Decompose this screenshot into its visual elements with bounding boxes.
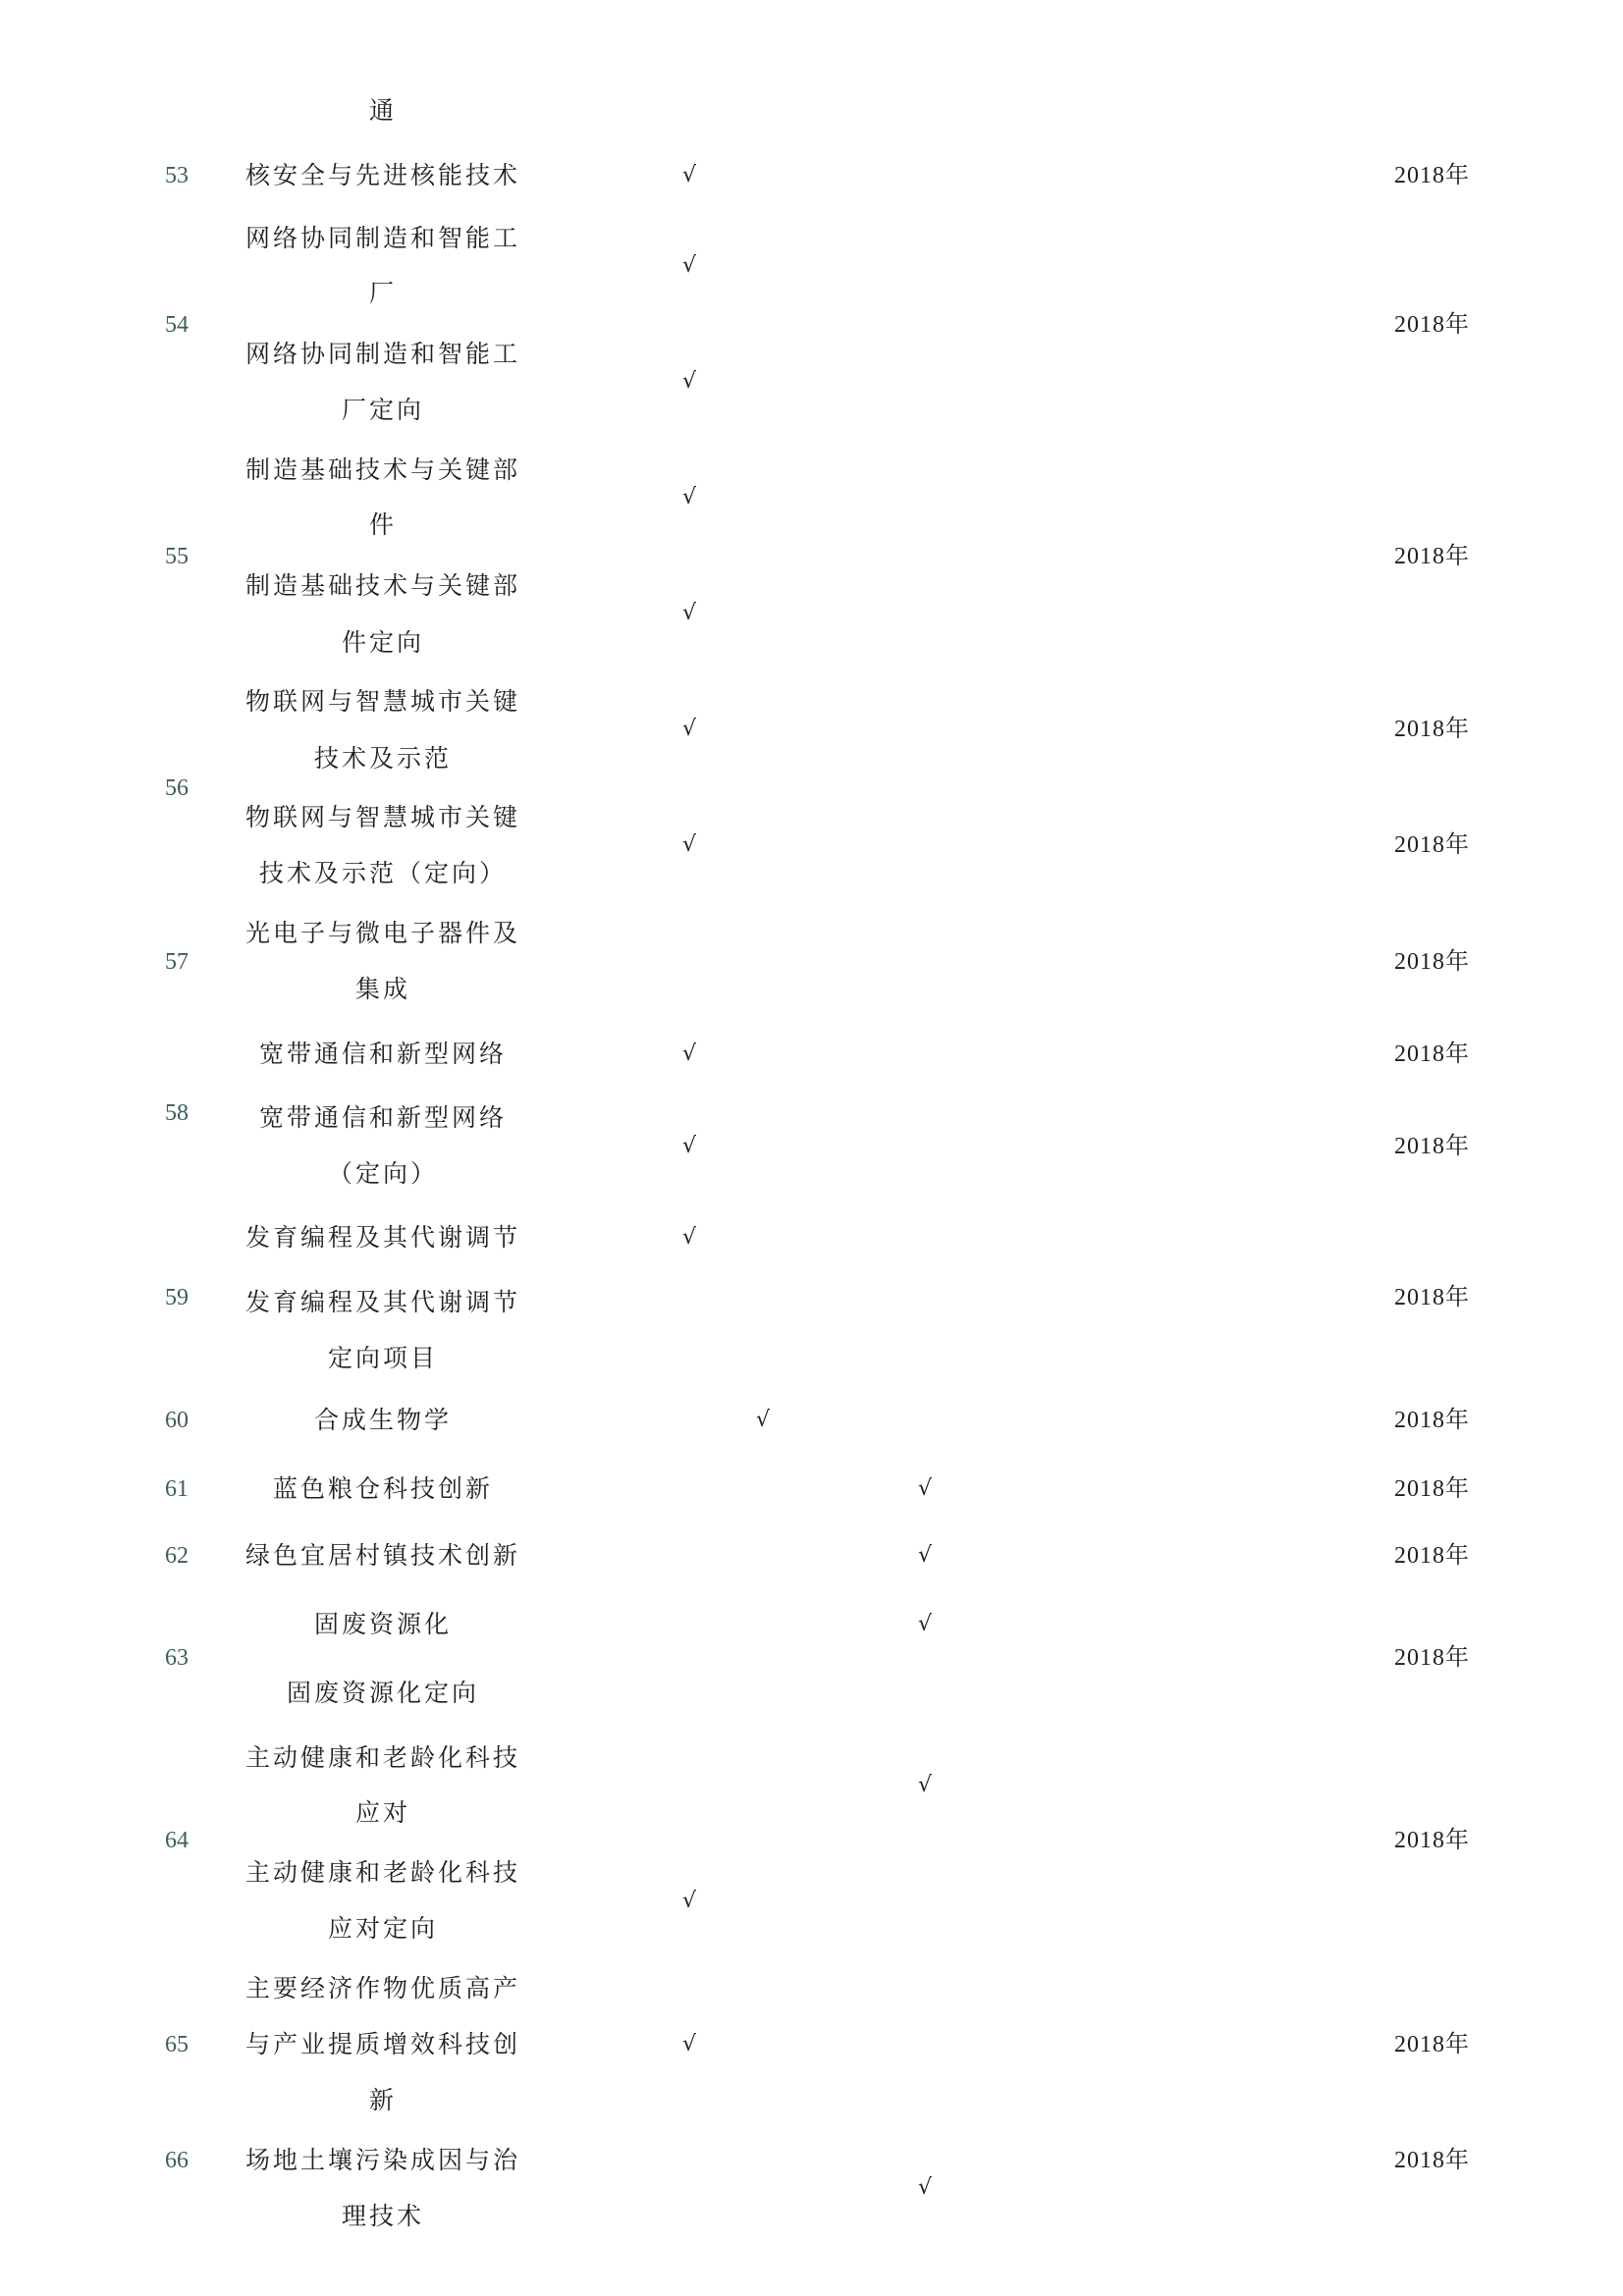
project-name: 固废资源化定向 xyxy=(286,1679,479,1707)
row-number: 54 xyxy=(165,312,189,338)
check-mark-icon: √ xyxy=(682,717,697,741)
project-name: 通 xyxy=(368,96,397,125)
row-number: 57 xyxy=(165,949,189,975)
check-mark-icon: √ xyxy=(918,2175,933,2200)
year-cell: 2018年 xyxy=(1394,2032,1470,2057)
year-cell: 2018年 xyxy=(1394,1543,1470,1569)
project-name: 物联网与智慧城市关键 xyxy=(244,803,520,831)
project-name: 集成 xyxy=(354,975,410,1003)
row-number: 62 xyxy=(165,1543,189,1569)
check-mark-icon: √ xyxy=(682,163,697,187)
check-mark-icon: √ xyxy=(682,832,697,857)
project-name: 技术及示范（定向） xyxy=(258,859,507,887)
project-name: 发育编程及其代谢调节 xyxy=(244,1288,520,1316)
project-name: 绿色宜居村镇技术创新 xyxy=(244,1541,520,1570)
project-name: 网络协同制造和智能工 xyxy=(244,224,520,252)
project-name: 应对定向 xyxy=(327,1914,438,1943)
row-number: 56 xyxy=(165,775,189,801)
year-cell: 2018年 xyxy=(1394,717,1470,742)
check-mark-icon: √ xyxy=(682,1889,697,1913)
year-cell: 2018年 xyxy=(1394,312,1470,338)
check-mark-icon: √ xyxy=(682,1041,697,1066)
project-name: 制造基础技术与关键部 xyxy=(244,455,520,484)
check-mark-icon: √ xyxy=(682,369,697,394)
row-number: 58 xyxy=(165,1100,189,1126)
project-name: 件定向 xyxy=(341,628,424,657)
year-cell: 2018年 xyxy=(1394,832,1470,858)
project-name: 宽带通信和新型网络 xyxy=(258,1040,507,1068)
year-cell: 2018年 xyxy=(1394,1041,1470,1067)
check-mark-icon: √ xyxy=(682,485,697,509)
project-name: 发育编程及其代谢调节 xyxy=(244,1223,520,1252)
row-number: 53 xyxy=(165,163,189,188)
project-name: 厂定向 xyxy=(341,396,424,424)
project-name: 固废资源化 xyxy=(313,1610,452,1638)
project-name: 制造基础技术与关键部 xyxy=(244,571,520,600)
row-number: 66 xyxy=(165,2148,189,2173)
project-name: 厂 xyxy=(368,279,397,307)
row-number: 60 xyxy=(165,1408,189,1433)
project-name: 合成生物学 xyxy=(313,1406,452,1434)
project-name: 网络协同制造和智能工 xyxy=(244,340,520,368)
year-cell: 2018年 xyxy=(1394,2148,1470,2173)
row-number: 61 xyxy=(165,1476,189,1502)
project-name: 主动健康和老龄化科技 xyxy=(244,1743,520,1772)
project-name: 主动健康和老龄化科技 xyxy=(244,1858,520,1887)
year-cell: 2018年 xyxy=(1394,1408,1470,1433)
year-cell: 2018年 xyxy=(1394,1828,1470,1853)
check-mark-icon: √ xyxy=(682,1134,697,1158)
check-mark-icon: √ xyxy=(682,2032,697,2056)
project-name: 场地土壤污染成因与治 xyxy=(244,2146,520,2174)
project-name: 蓝色粮仓科技创新 xyxy=(272,1474,493,1503)
check-mark-icon: √ xyxy=(682,1225,697,1250)
row-number: 55 xyxy=(165,544,189,569)
check-mark-icon: √ xyxy=(918,1476,933,1501)
project-name: 应对 xyxy=(354,1798,410,1827)
check-mark-icon: √ xyxy=(682,601,697,625)
year-cell: 2018年 xyxy=(1394,1476,1470,1502)
project-name: （定向） xyxy=(327,1159,438,1188)
year-cell: 2018年 xyxy=(1394,1285,1470,1310)
project-name: 主要经济作物优质高产 xyxy=(244,1974,520,2002)
row-number: 64 xyxy=(165,1828,189,1853)
row-number: 63 xyxy=(165,1645,189,1671)
project-name: 件 xyxy=(368,510,397,539)
project-name: 技术及示范 xyxy=(313,744,452,773)
row-number: 59 xyxy=(165,1285,189,1310)
project-name: 新 xyxy=(368,2086,397,2114)
project-name: 定向项目 xyxy=(327,1344,438,1372)
year-cell: 2018年 xyxy=(1394,1134,1470,1159)
project-name: 理技术 xyxy=(341,2202,424,2230)
year-cell: 2018年 xyxy=(1394,949,1470,975)
year-cell: 2018年 xyxy=(1394,163,1470,188)
row-number: 65 xyxy=(165,2032,189,2057)
project-name: 与产业提质增效科技创 xyxy=(244,2030,520,2058)
check-mark-icon: √ xyxy=(918,1543,933,1568)
year-cell: 2018年 xyxy=(1394,544,1470,569)
check-mark-icon: √ xyxy=(918,1612,933,1636)
check-mark-icon: √ xyxy=(918,1773,933,1797)
project-name: 光电子与微电子器件及 xyxy=(244,919,520,947)
project-name: 核安全与先进核能技术 xyxy=(244,161,520,189)
year-cell: 2018年 xyxy=(1394,1645,1470,1671)
project-name: 物联网与智慧城市关键 xyxy=(244,687,520,716)
project-name: 宽带通信和新型网络 xyxy=(258,1103,507,1132)
check-mark-icon: √ xyxy=(682,253,697,278)
check-mark-icon: √ xyxy=(756,1408,771,1432)
